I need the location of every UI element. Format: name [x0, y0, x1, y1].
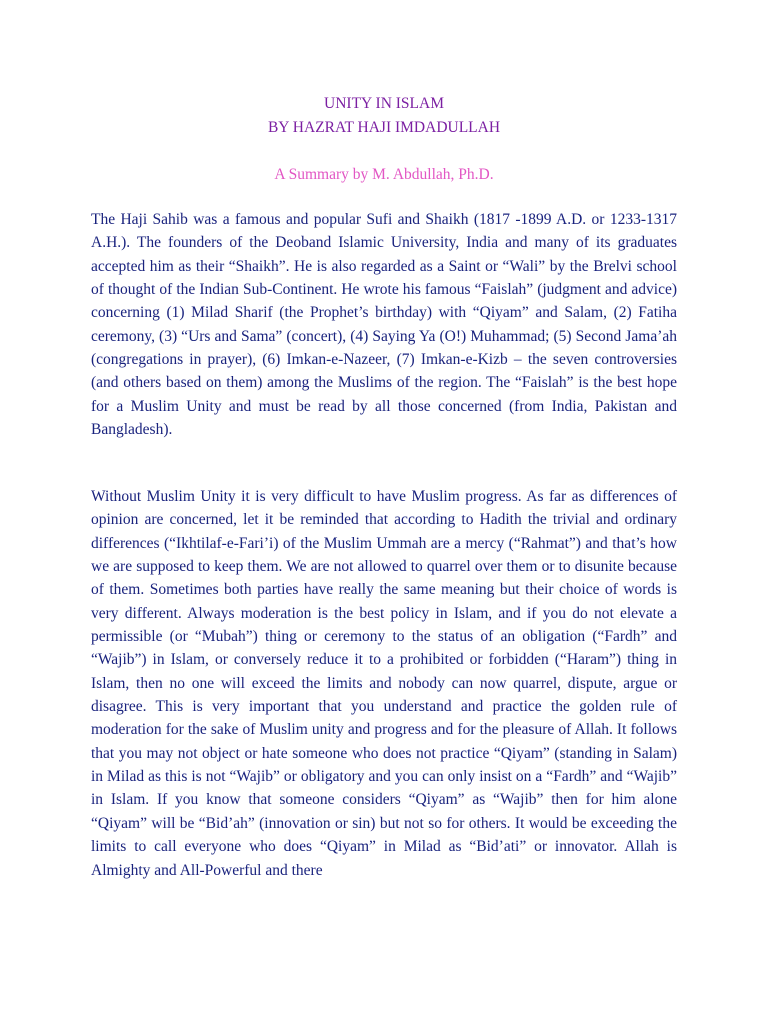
document-subtitle: A Summary by M. Abdullah, Ph.D.: [274, 166, 494, 183]
document-title: UNITY IN ISLAM: [324, 95, 444, 112]
document-author-line: BY HAZRAT HAJI IMDADULLAH: [267, 119, 501, 136]
body-paragraph: Without Muslim Unity it is very difficult to have Muslim progress. As far as differences of opinion are concerned, let it be reminded that according to Hadith the trivial and ordinary differences (“Ikhtilaf-e-Fari’i) of the Muslim Ummah are a mercy (“Rahmat”) and that’s how we are supposed to keep them. We are not allowed to quarrel over them or to disunite because of them. Sometimes both parties have really the same meaning but their choice of words is very different. Always moderation is the best policy in Islam, and if you do not elevate a permissible (or “Mubah”) thing or ceremony to the status of an obligation (“Fardh” and “Wajib”) in Islam, or conversely reduce it to a prohibited or forbidden (“Haram”) thing in Islam, then no one will exceed the limits and nobody can now quarrel, dispute, argue or disagree. This is very important that you understand and practice the golden rule of moderation for the sake of Muslim unity and progress and for the pleasure of Allah. It follows that you may not object or hate someone who does not practice “Qiyam” (standing in Salam) in Milad as this is not “Wajib” or obligatory and you can only insist on a “Fardh” and “Wajib” in Islam. If you know that someone considers “Qiyam” as “Wajib” then for him alone “Qiyam” will be “Bid’ah” (innovation or sin) but not so for others. It would be exceeding the limits to call everyone who does “Qiyam” in Milad as “Bid’ati” or innovator. Allah is Almighty and All-Powerful and there: [91, 488, 677, 879]
body-paragraph: The Haji Sahib was a famous and popular Sufi and Shaikh (1817 -1899 A.D. or 1233-1317 A.H.). The founders of the Deoband Islamic University, India and many of its graduates accepted him as their “Shaikh”. He is also regarded as a Saint or “Wali” by the Brelvi school of thought of the Indian Sub-Continent. He wrote his famous “Faislah” (judgment and advice) concerning (1) Milad Sharif (the Prophet’s birthday) with “Qiyam” and Salam, (2) Fatiha ceremony, (3) “Urs and Sama” (concert), (4) Saying Ya (O!) Muhammad; (5) Second Jama’ah (congregations in prayer), (6) Imkan-e-Nazeer, (7) Imkan-e-Kizb – the seven controversies (and others based on them) among the Muslims of the region. The “Faislah” is the best hope for a Muslim Unity and must be read by all those concerned (from India, Pakistan and Bangladesh).: [91, 211, 677, 439]
